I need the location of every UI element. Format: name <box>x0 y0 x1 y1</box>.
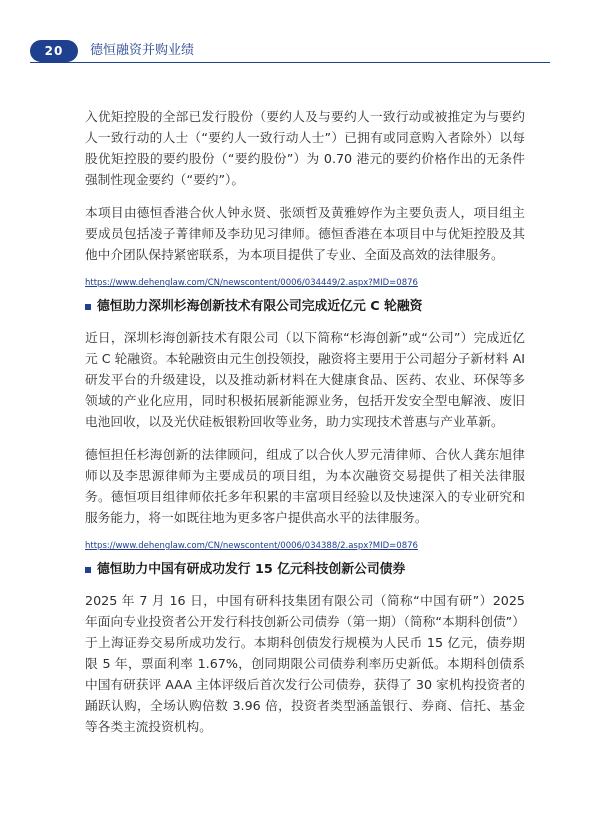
news-link-2[interactable]: https://www.dehenglaw.com/CN/newscontent/0006/034388/2.aspx?MID=0876 <box>85 541 418 551</box>
section-title-text: 德恒助力中国有研成功发行 15 亿元科技创新公司债券 <box>97 562 406 577</box>
article-content <box>85 106 525 749</box>
news-link-1[interactable]: https://www.dehenglaw.com/CN/newscontent/0006/034449/2.aspx?MID=0876 <box>85 278 418 288</box>
page-number-badge: 20 <box>30 40 78 62</box>
paragraph-shanhai-financing: 近日，深圳杉海创新技术有限公司（以下简称“杉海创新”或“公司”）完成近亿元 C 轮融资。本轮融资由元生创投领投，融资将主要用于公司超分子新材料 AI 研发平台的升级建设，以及推动新材料在大健康食品、医药、农业、环保等多领域的产业化应用，同时积极拓展新能源业务，包括开发安全型电解液、废旧电池回收，以及光伏硅板银粉回收等业务，助力实现技术普惠与产业革新。 <box>85 330 525 429</box>
square-bullet-icon <box>85 567 91 573</box>
header-divider <box>30 62 550 63</box>
section-title-shanhai <box>85 297 525 317</box>
paragraph-shanhai-counsel: 德恒担任杉海创新的法律顾问，组成了以合伙人罗元清律师、合伙人龚东旭律师以及李思源律师为主要成员的项目组，为本次融资交易提供了相关法律服务。德恒项目组律师依托多年积累的丰富项目经验以及快速深入的专业研究和服务能力，将一如既往地为更多客户提供高水平的法律服务。 <box>85 447 525 525</box>
paragraph-project-team: 本项目由德恒香港合伙人钟永贤、张颂哲及黄雅婷作为主要负责人，项目组主要成员包括凌子菁律师及李玏见习律师。德恒香港在本项目中与优矩控股及其他中介团队保持紧密联系，为本项目提供了专业、全面及高效的法律服务。 <box>85 205 525 262</box>
header-title: 德恒融资并购业绩 <box>90 43 195 58</box>
section-title-text: 德恒助力深圳杉海创新技术有限公司完成近亿元 C 轮融资 <box>97 299 423 314</box>
section-title-grinm <box>85 560 525 580</box>
page-header <box>0 0 600 80</box>
paragraph-offer-details: 入优矩控股的全部已发行股份（要约人及与要约人一致行动或被推定为与要约人一致行动的人士（“要约人一致行动人士”）已拥有或同意购入者除外）以每股优矩控股的要约股份（“要约股份”）为 0.70 港元的要约价格作出的无条件强制性现金要约（“要约”）。 <box>85 109 525 187</box>
paragraph-grinm-bond: 2025 年 7 月 16 日，中国有研科技集团有限公司（简称“中国有研”）2025 年面向专业投资者公开发行科技创新公司债券（第一期）（简称“本期科创债”）于上海证券交易所成功发行。本期科创债发行规模为人民币 15 亿元，债券期限 5 年，票面利率 1.67%，创同期限公司债券利率历史新低。本期科创债系中国有研获评 AAA 主体评级后首次发行公司债券，获得了 30 家机构投资者的踊跃认购，全场认购倍数 3.96 倍，投资者类型涵盖银行、券商、信托、基金等各类主流投资机构。 <box>85 593 525 734</box>
square-bullet-icon <box>85 304 91 310</box>
